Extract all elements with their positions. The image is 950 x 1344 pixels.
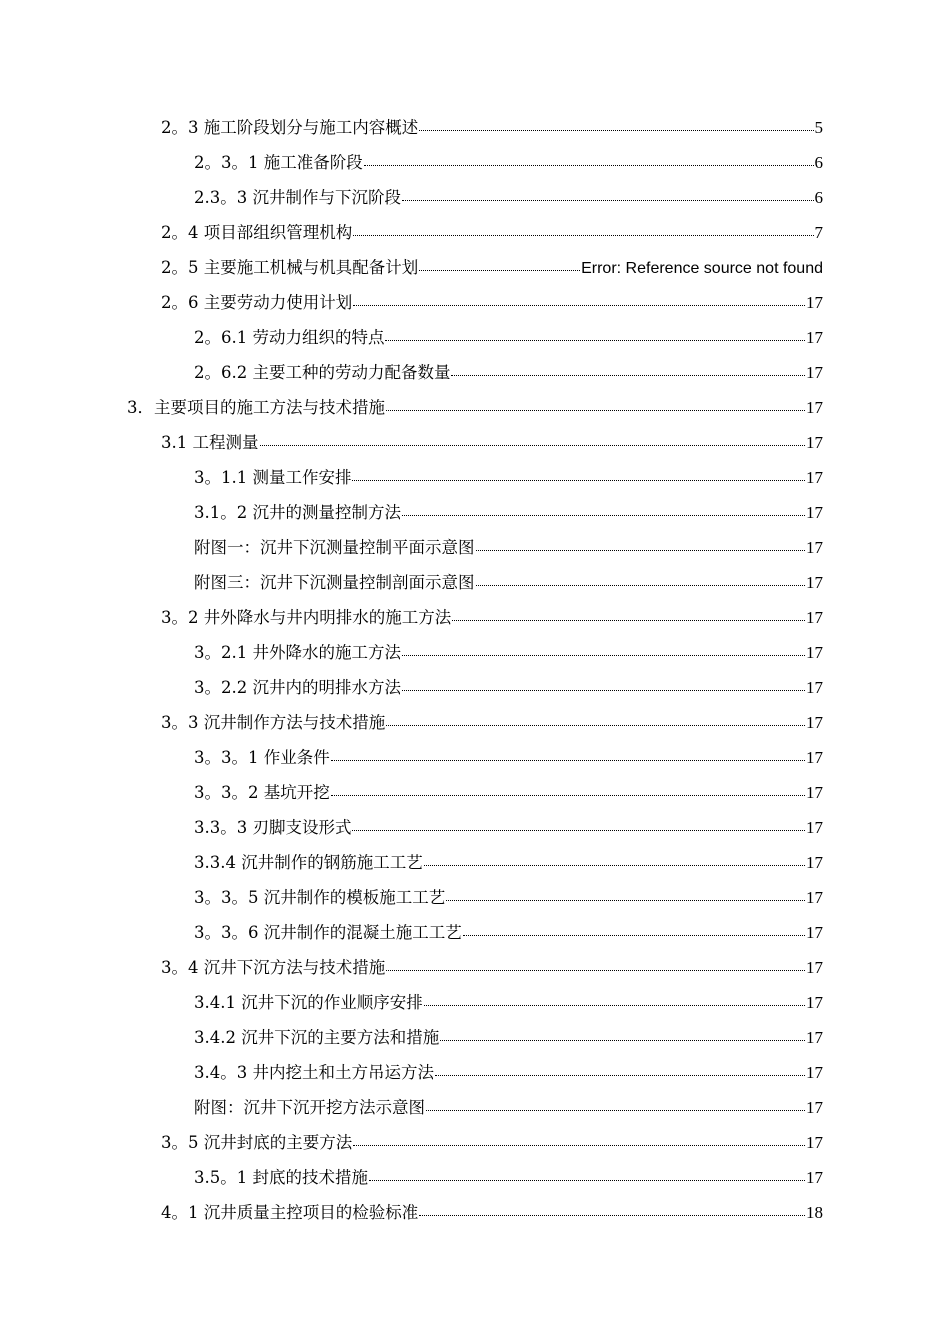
toc-entry[interactable]: [0, 215, 950, 250]
toc-entry-title: 3。3 沉井制作方法与技术措施: [161, 713, 386, 732]
dot-leader: [352, 467, 805, 483]
toc-page-number: 17: [806, 398, 823, 417]
toc-page-number: 17: [806, 573, 823, 592]
dot-leader: [369, 1167, 805, 1183]
toc-entry[interactable]: [0, 1195, 950, 1230]
toc-page-number: 17: [806, 1133, 823, 1152]
toc-page-number: Error: Reference source not found: [581, 260, 823, 277]
toc-entry[interactable]: [0, 355, 950, 390]
toc-entry[interactable]: [0, 285, 950, 320]
dot-leader: [424, 852, 805, 868]
toc-entry-title: 3。1.1 测量工作安排: [194, 468, 352, 487]
dot-leader: [353, 1132, 805, 1148]
toc-page-number: 17: [806, 363, 823, 382]
toc-entry[interactable]: [0, 250, 950, 285]
toc-entry[interactable]: [0, 1125, 950, 1160]
toc-entry[interactable]: [0, 390, 950, 425]
toc-entry[interactable]: [0, 915, 950, 950]
toc-page-number: 17: [806, 678, 823, 697]
toc-entry-title: 3.1 工程测量: [161, 433, 259, 452]
toc-page-number: 17: [806, 503, 823, 522]
toc-entry-title: 2。3 施工阶段划分与施工内容概述: [161, 118, 419, 137]
toc-entry[interactable]: [0, 145, 950, 180]
toc-entry-title: 附图：沉井下沉开挖方法示意图: [194, 1098, 425, 1117]
dot-leader: [463, 922, 805, 938]
toc-page-number: 6: [814, 188, 823, 207]
toc-entry-title: 3.3.4 沉井制作的钢筋施工工艺: [194, 853, 423, 872]
toc-entry-title: 3。2.1 井外降水的施工方法: [194, 643, 401, 662]
toc-entry[interactable]: [0, 670, 950, 705]
toc-page-number: 17: [806, 608, 823, 627]
toc-entry[interactable]: [0, 950, 950, 985]
toc-entry-title: 附图一：沉井下沉测量控制平面示意图: [194, 538, 475, 557]
dot-leader: [451, 362, 805, 378]
toc-page-number: 7: [814, 223, 823, 242]
toc-entry[interactable]: [0, 110, 950, 145]
toc-entry[interactable]: [0, 635, 950, 670]
toc-page-number: 17: [806, 853, 823, 872]
dot-leader: [352, 817, 805, 833]
toc-page-number: 17: [806, 713, 823, 732]
toc-entry[interactable]: [0, 810, 950, 845]
toc-entry[interactable]: [0, 530, 950, 565]
toc-entry-title: 3。3。5 沉井制作的模板施工工艺: [194, 888, 446, 907]
toc-page-number: 17: [806, 818, 823, 837]
toc-entry-title: 3。3。6 沉井制作的混凝土施工工艺: [194, 923, 462, 942]
toc-page-number: 17: [806, 1028, 823, 1047]
toc-page-number: 17: [806, 993, 823, 1012]
toc-entry[interactable]: [0, 425, 950, 460]
toc-page-number: 5: [814, 118, 823, 137]
dot-leader: [386, 397, 805, 413]
dot-leader: [353, 222, 813, 238]
toc-entry-title: 2。3。1 施工准备阶段: [194, 153, 363, 172]
toc-entry-title: 4。1 沉井质量主控项目的检验标准: [161, 1203, 419, 1222]
dot-leader: [476, 572, 806, 588]
toc-entry-title: 3.4.1 沉井下沉的作业顺序安排: [194, 993, 423, 1012]
dot-leader: [402, 642, 805, 658]
toc-entry[interactable]: [0, 985, 950, 1020]
dot-leader: [426, 1097, 805, 1113]
toc-entry[interactable]: [0, 600, 950, 635]
toc-entry[interactable]: [0, 705, 950, 740]
toc-page-number: 17: [806, 328, 823, 347]
toc-entry[interactable]: [0, 1055, 950, 1090]
dot-leader: [386, 957, 805, 973]
toc-entry-title: 附图三：沉井下沉测量控制剖面示意图: [194, 573, 475, 592]
toc-entry-title: 2。6.1 劳动力组织的特点: [194, 328, 385, 347]
toc-page-number: 17: [806, 958, 823, 977]
dot-leader: [353, 292, 805, 308]
toc-entry-title: 2。6.2 主要工种的劳动力配备数量: [194, 363, 451, 382]
dot-leader: [402, 677, 805, 693]
toc-entry-title: 2。4 项目部组织管理机构: [161, 223, 353, 242]
toc-entry[interactable]: [0, 460, 950, 495]
dot-leader: [476, 537, 806, 553]
toc-entry[interactable]: [0, 1160, 950, 1195]
toc-entry-title: 3.3。3 刃脚支设形式: [194, 818, 352, 837]
toc-entry-title: 3。5 沉井封底的主要方法: [161, 1133, 353, 1152]
toc-page-number: 17: [806, 538, 823, 557]
toc-entry[interactable]: [0, 1020, 950, 1055]
toc-entry[interactable]: [0, 320, 950, 355]
toc-page-number: 17: [806, 468, 823, 487]
toc-entry-title: 3。4 沉井下沉方法与技术措施: [161, 958, 386, 977]
dot-leader: [435, 1062, 805, 1078]
dot-leader: [331, 782, 805, 798]
dot-leader: [419, 1202, 805, 1218]
toc-page-number: 17: [806, 1168, 823, 1187]
toc-entry[interactable]: [0, 565, 950, 600]
toc-entry[interactable]: [0, 1090, 950, 1125]
toc-entry-title: 3.5。1 封底的技术措施: [194, 1168, 368, 1187]
toc-entry[interactable]: [0, 775, 950, 810]
toc-entry-title: 3。2 井外降水与井内明排水的施工方法: [161, 608, 452, 627]
dot-leader: [260, 432, 806, 448]
toc-entry[interactable]: [0, 495, 950, 530]
toc-entry-title: 3。2.2 沉井内的明排水方法: [194, 678, 401, 697]
dot-leader: [385, 327, 805, 343]
toc-page-number: 17: [806, 923, 823, 942]
toc-entry-title: 3。3。2 基坑开挖: [194, 783, 330, 802]
dot-leader: [419, 117, 813, 133]
table-of-contents: [0, 110, 950, 1230]
toc-entry[interactable]: [0, 845, 950, 880]
dot-leader: [402, 502, 805, 518]
toc-entry-title: 2。6 主要劳动力使用计划: [161, 293, 353, 312]
dot-leader: [331, 747, 805, 763]
dot-leader: [452, 607, 805, 623]
toc-entry[interactable]: [0, 740, 950, 775]
toc-entry-title: 3.4.2 沉井下沉的主要方法和措施: [194, 1028, 440, 1047]
dot-leader: [402, 187, 814, 203]
dot-leader: [424, 992, 805, 1008]
dot-leader: [440, 1027, 805, 1043]
dot-leader: [364, 152, 814, 168]
toc-page-number: 17: [806, 888, 823, 907]
toc-entry-title: 3.1。2 沉井的测量控制方法: [194, 503, 401, 522]
toc-entry[interactable]: [0, 180, 950, 215]
toc-entry-title: 2.3。3 沉井制作与下沉阶段: [194, 188, 401, 207]
toc-page-number: 17: [806, 1098, 823, 1117]
toc-entry-title: 2。5 主要施工机械与机具配备计划: [161, 258, 419, 277]
toc-entry[interactable]: [0, 880, 950, 915]
toc-entry-title: 3．主要项目的施工方法与技术措施: [127, 398, 385, 417]
toc-page-number: 17: [806, 1063, 823, 1082]
toc-entry-title: 3。3。1 作业条件: [194, 748, 330, 767]
toc-page-number: 6: [814, 153, 823, 172]
dot-leader: [386, 712, 805, 728]
toc-page-number: 17: [806, 748, 823, 767]
toc-page-number: 17: [806, 783, 823, 802]
toc-page-number: 17: [806, 643, 823, 662]
toc-page-number: 17: [806, 433, 823, 452]
dot-leader: [419, 257, 580, 273]
toc-page-number: 18: [806, 1203, 823, 1222]
toc-entry-title: 3.4。3 井内挖土和土方吊运方法: [194, 1063, 434, 1082]
toc-page-number: 17: [806, 293, 823, 312]
dot-leader: [446, 887, 805, 903]
